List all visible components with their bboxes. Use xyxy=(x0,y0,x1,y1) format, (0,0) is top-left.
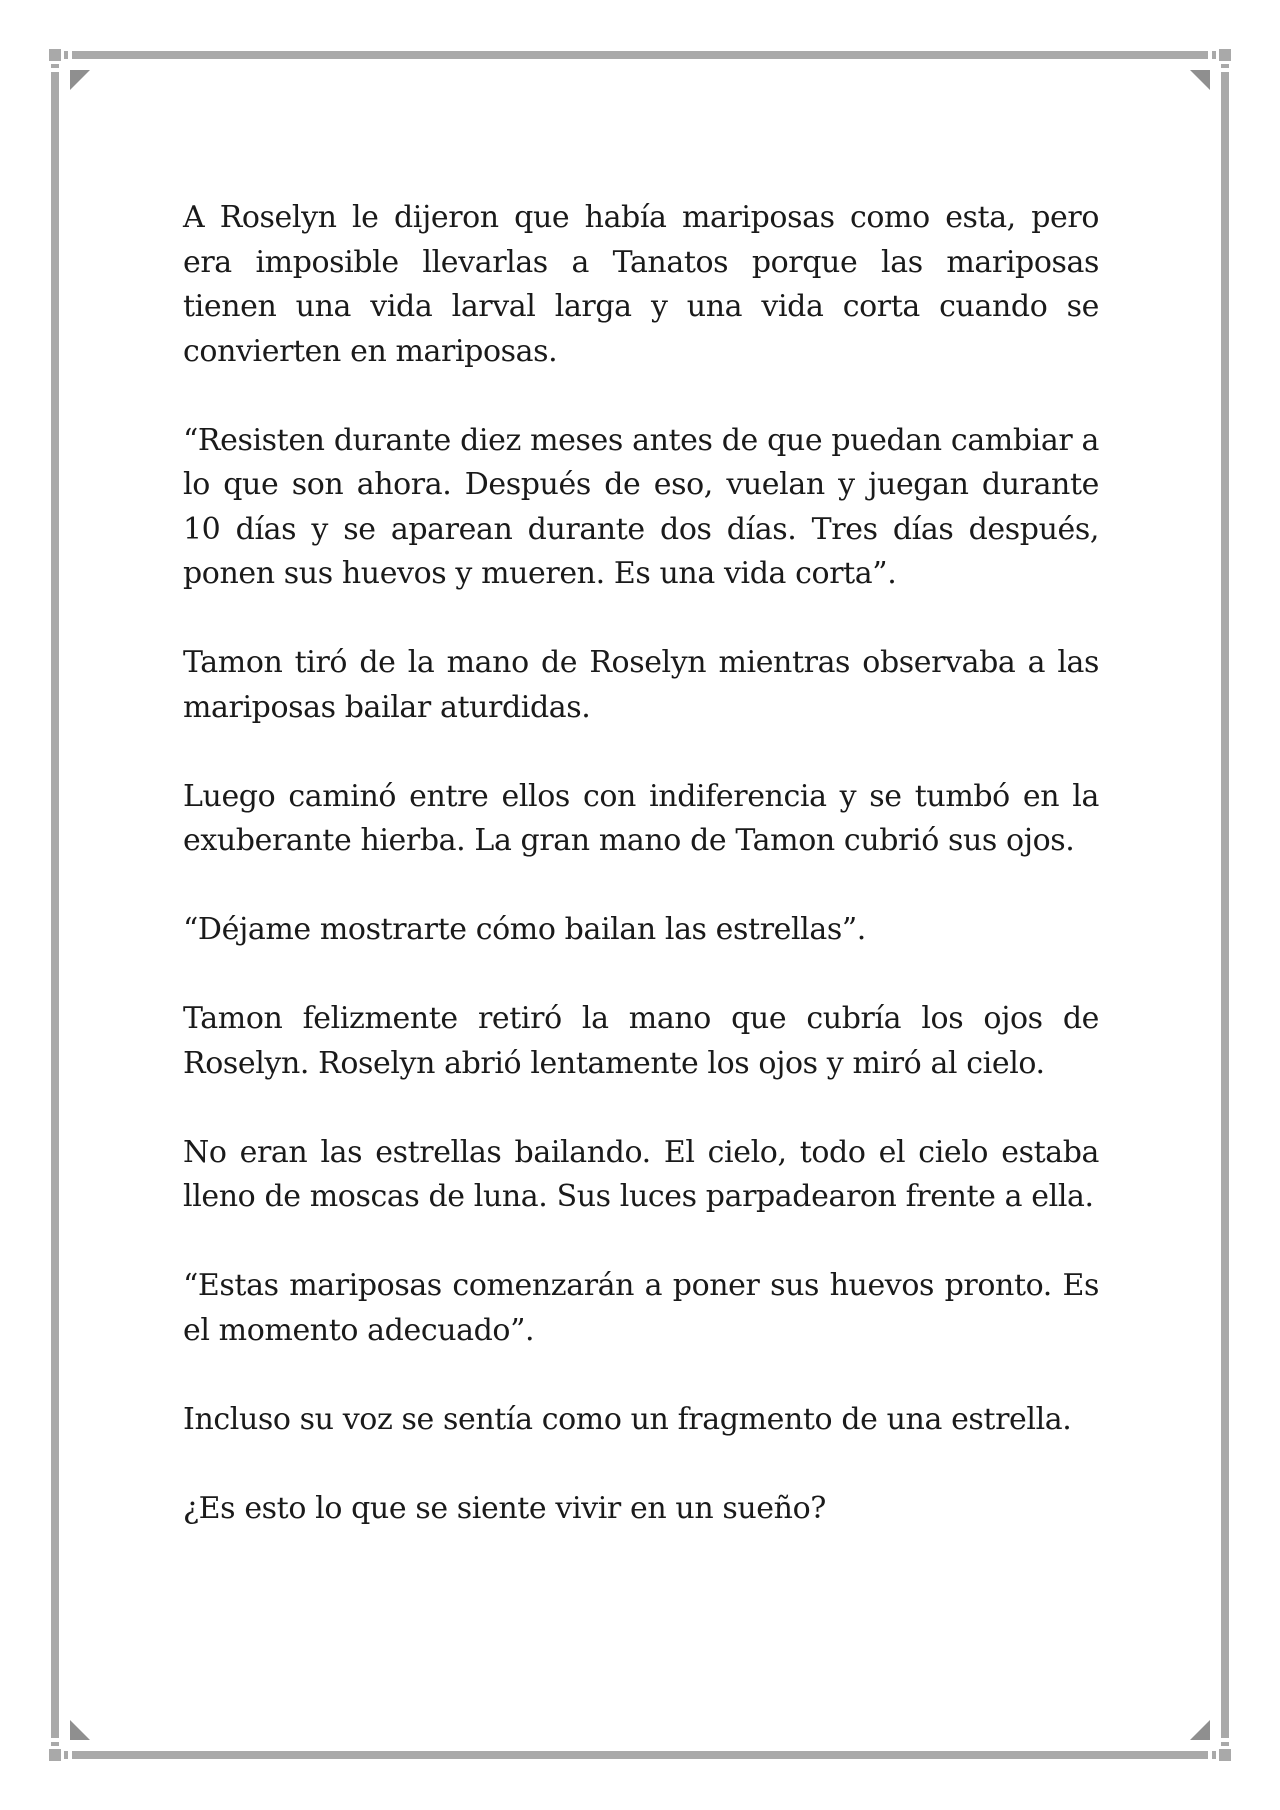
frame-left-bar xyxy=(51,72,59,1738)
corner-triangle-top-right xyxy=(1190,70,1210,90)
frame-bottom-bar xyxy=(72,1751,1208,1759)
corner-triangle-bottom-left xyxy=(70,1720,90,1740)
corner-ornament-bottom-left xyxy=(49,1742,68,1761)
paragraph-8: “Estas mariposas comenzarán a poner sus huevos pronto. Es el momento adecuado”. xyxy=(183,1268,1099,1348)
paragraph-5: “Déjame mostrarte cómo bailan las estrellas”. xyxy=(183,912,866,947)
paragraph-2: “Resisten durante diez meses antes de que puedan cambiar a lo que son ahora. Después de eso, vuelan y juegan durante 10 días y se aparean durante dos días. Tres días después, ponen sus huevos y mueren. Es una vida corta”. xyxy=(183,422,1099,591)
paragraph-10: ¿Es esto lo que se siente vivir en un sueño? xyxy=(183,1490,826,1526)
paragraph-4: Luego caminó entre ellos con indiferencia y se tumbó en la exuberante hierba. La gran mano de Tamon cubrió sus ojos. xyxy=(183,778,1099,858)
paragraph-3: Tamon tiró de la mano de Roselyn mientras observaba a las mariposas bailar aturdidas. xyxy=(183,645,1099,725)
corner-ornament-top-left xyxy=(49,49,68,68)
paragraph-9: Incluso su voz se sentía como un fragmento de una estrella. xyxy=(183,1401,1072,1437)
corner-ornament-bottom-right xyxy=(1212,1742,1231,1761)
corner-triangle-bottom-right xyxy=(1190,1720,1210,1740)
page-body-text xyxy=(183,196,1099,1576)
frame-top-bar xyxy=(72,51,1208,59)
paragraph-7: No eran las estrellas bailando. El cielo, todo el cielo estaba lleno de moscas de luna. Sus luces parpadearon frente a ella. xyxy=(183,1134,1099,1214)
corner-ornament-top-right xyxy=(1212,49,1231,68)
corner-triangle-top-left xyxy=(70,70,90,90)
paragraph-1: A Roselyn le dijeron que había mariposas como esta, pero era imposible llevarlas a Tanatos porque las mariposas tienen una vida larval larga y una vida corta cuando se convierten en mariposas. xyxy=(183,200,1099,369)
frame-right-bar xyxy=(1221,72,1229,1738)
paragraph-6: Tamon felizmente retiró la mano que cubría los ojos de Roselyn. Roselyn abrió lentamente los ojos y miró al cielo. xyxy=(183,1001,1099,1081)
